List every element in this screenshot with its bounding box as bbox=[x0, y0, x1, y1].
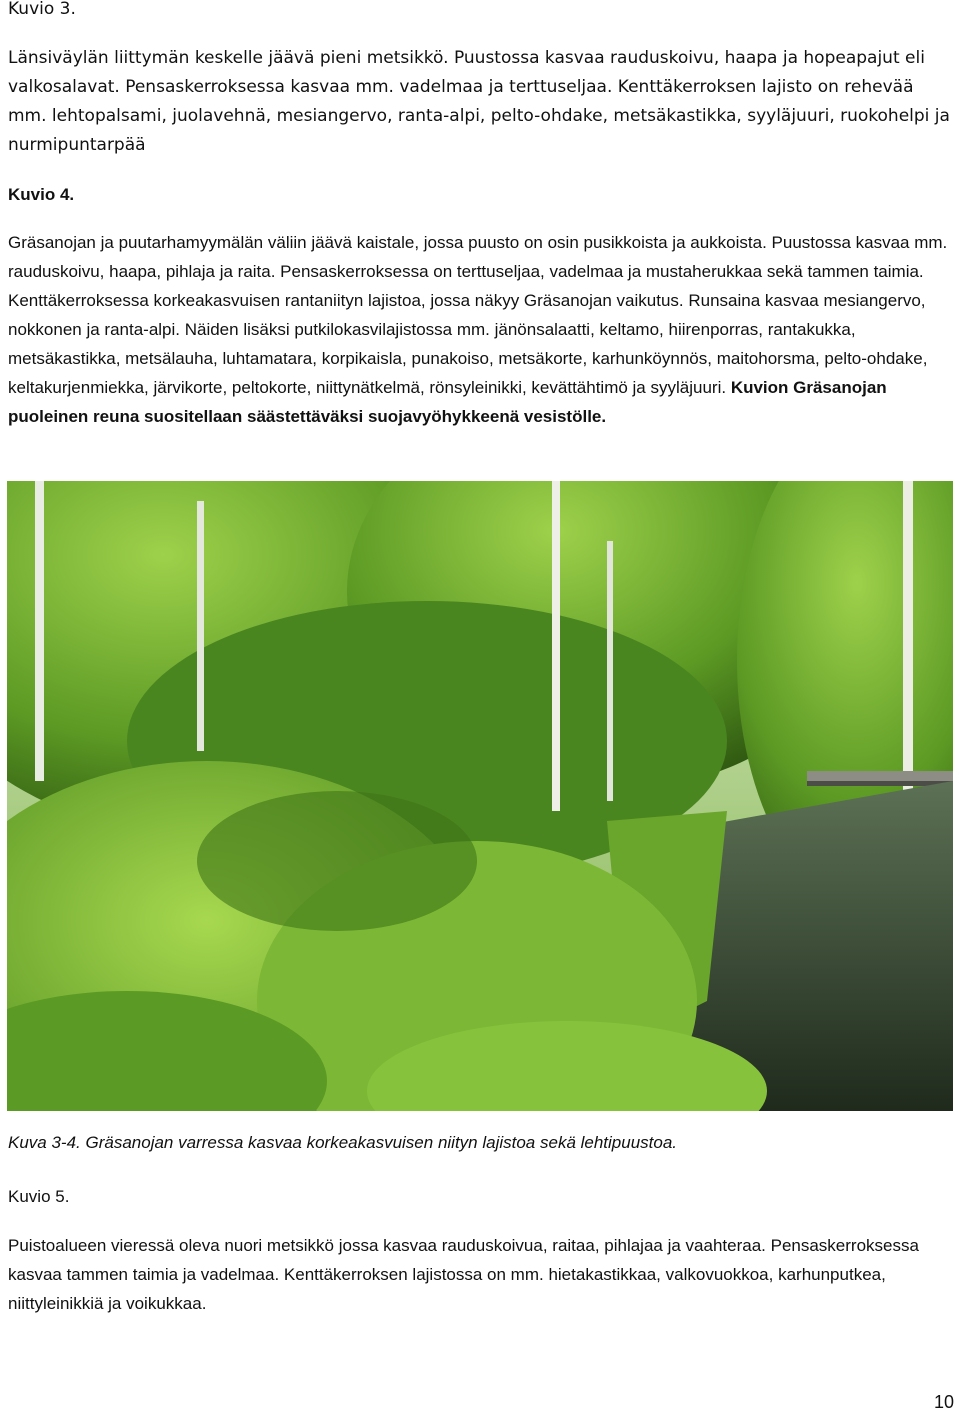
kuvio-3-heading: Kuvio 3. bbox=[8, 0, 76, 19]
page-number: 10 bbox=[933, 1392, 954, 1412]
photo-caption: Kuva 3-4. Gräsanojan varressa kasvaa korkeakasvuisen niityn lajistoa sekä lehtipuustoa. bbox=[8, 1133, 678, 1152]
kuvio-4-text: Gräsanojan ja puutarhamyymälän väliin jäävä kaistale, jossa puusto on osin pusikkoista ja aukkoista. Puustossa kasvaa mm. rauduskoivu, haapa, pihlaja ja raita. Pensaskerroksessa on terttuseljaa, vadelmaa ja mustaherukkaa sekä tammen taimia. Kenttäkerroksessa korkeakasvuisen rantaniityn lajistoa, jossa näkyy Gräsanojan vaikutus. Runsaina kasvaa mesiangervo, nokkonen ja ranta-alpi. Näiden lisäksi putkilokasvilajistossa mm. jänönsalaatti, keltamo, hiirenporras, rantakukka, metsäkastikka, metsälauha, luhtamatara, korpikaisla, punakoiso, metsäkorte, karhunköynnös, maitohorsma, pelto-ohdake, keltakurjenmiekka, järvikorte, peltokorte, niittynätkelmä, rönsyleinikki, kevättähtimö ja syyläjuuri. bbox=[8, 233, 948, 397]
kuvio-3-description: Länsiväylän liittymän keskelle jäävä pieni metsikkö. Puustossa kasvaa rauduskoivu, haapa ja hopeapajut eli valkosalavat. Pensaskerroksessa kasvaa mm. vadelmaa ja terttuseljaa. Kenttäkerroksen lajisto on rehevää mm. lehtopalsami, juolavehnä, mesiangervo, ranta-alpi, pelto-ohdake, metsäkastikka, syyläjuuri, ruokohelpi ja nurmipuntarpää bbox=[8, 48, 950, 155]
kuvio-5-heading: Kuvio 5. bbox=[8, 1187, 70, 1206]
riverside-photo bbox=[7, 481, 953, 1111]
kuvio-4-description bbox=[8, 228, 953, 431]
kuvio-4-heading: Kuvio 4. bbox=[8, 185, 75, 204]
kuvio-4-recommendation: Kuvion Gräsanojan puoleinen reuna suositellaan säästettäväksi suojavyöhykkeenä vesistölle. bbox=[8, 378, 887, 426]
kuvio-5-description: Puistoalueen vieressä oleva nuori metsikkö jossa kasvaa rauduskoivua, raitaa, pihlajaa ja vaahteraa. Pensaskerroksessa kasvaa tammen taimia ja vadelmaa. Kenttäkerroksen lajistossa on mm. hietakastikkaa, valkovuokkoa, karhunputkea, niittyleinikkiä ja voikukkaa. bbox=[8, 1236, 919, 1313]
